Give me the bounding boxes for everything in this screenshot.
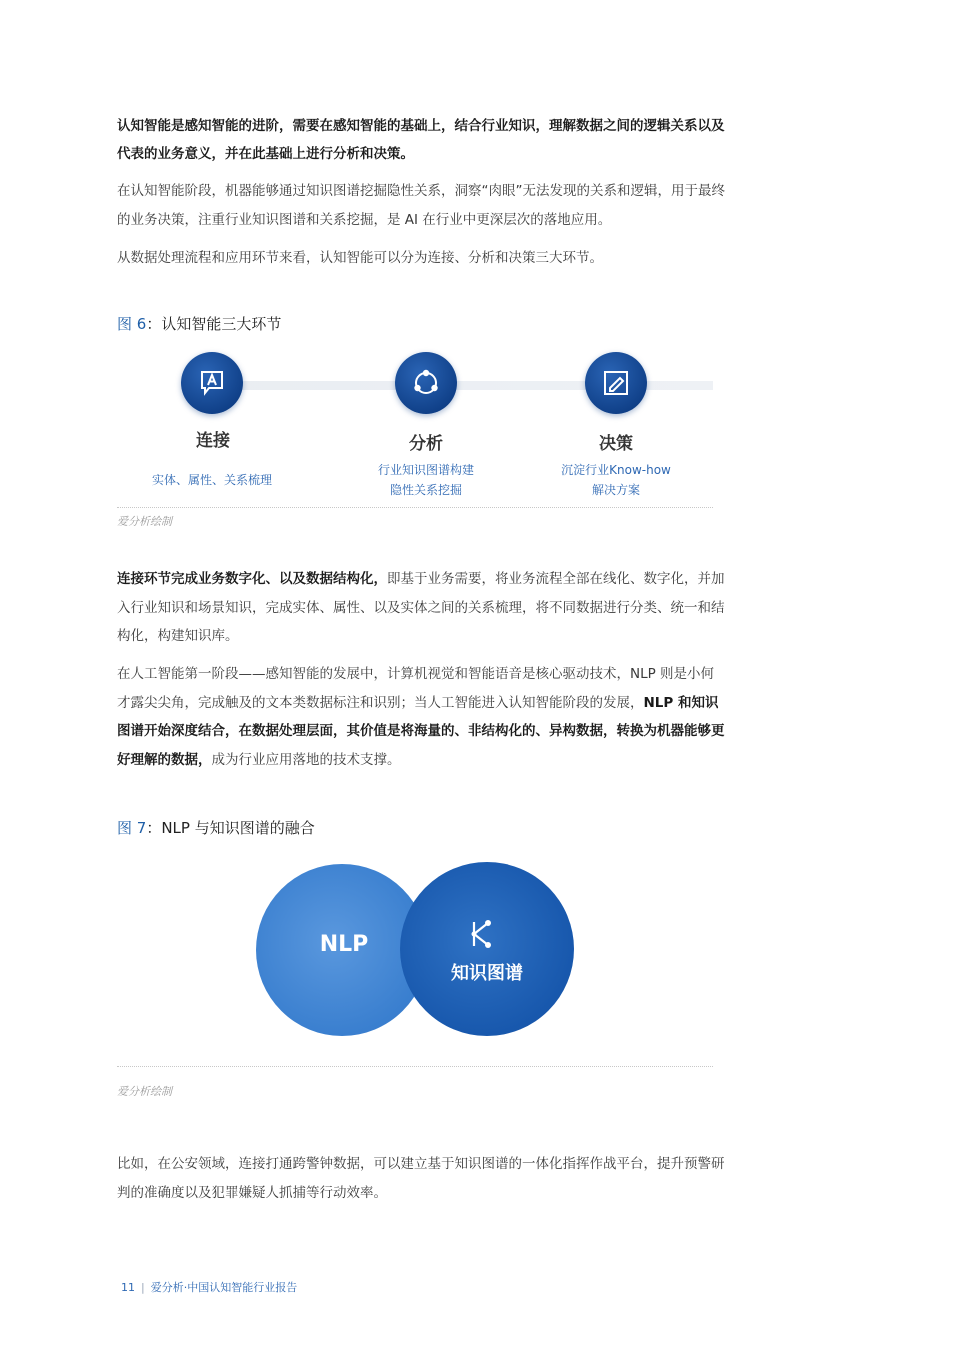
stage-name-analyze: 分析 bbox=[409, 434, 443, 454]
paragraph-three-stages: 从数据处理流程和应用环节来看，认知智能可以分为连接、分析和决策三大环节。 bbox=[117, 250, 603, 266]
cycle-nodes-icon bbox=[395, 352, 457, 414]
paragraph-connect-stage bbox=[117, 565, 727, 651]
footer-separator: | bbox=[141, 1281, 145, 1294]
figure7-number: 图 7 bbox=[117, 819, 147, 837]
venn-label-knowledge-graph: 知识图谱 bbox=[451, 963, 523, 984]
stage-name-decide: 决策 bbox=[599, 434, 633, 454]
graph-k-icon bbox=[468, 918, 496, 950]
page-number: 11 bbox=[121, 1281, 135, 1294]
figure6-caption: ：认知智能三大环节 bbox=[146, 315, 282, 333]
paragraph-nlp-rest: 成为行业应用落地的技术支撑。 bbox=[211, 751, 401, 768]
figure7-source: 爱分析绘制 bbox=[117, 1085, 172, 1098]
figure6-number: 图 6 bbox=[117, 315, 147, 333]
figure7-divider bbox=[117, 1066, 713, 1067]
document-a-icon bbox=[181, 352, 243, 414]
page-footer bbox=[121, 1279, 297, 1295]
figure7-title bbox=[117, 817, 315, 838]
lead-paragraph: 认知智能是感知智能的进阶，需要在感知智能的基础上，结合行业知识，理解数据之间的逻辑关系以及代表的业务意义，并在此基础上进行分析和决策。 bbox=[117, 118, 725, 162]
paragraph-nlp-kg bbox=[117, 660, 727, 774]
paragraph-nlp-part1: 在人工智能第一阶段——感知智能的发展中，计算机视觉和智能语音是核心驱动技术，NLP 则是小何才露尖尖角，完成触及的文本类数据标注和识别；当人工智能进入认知智能阶段的发展， bbox=[117, 666, 715, 711]
report-title: 爱分析·中国认知智能行业报告 bbox=[150, 1281, 298, 1294]
paragraph-nlp-bold: NLP 和知识图谱开始深度结合，在数据处理层面，其价值是将海量的、非结构化的、异构数据，转换为机器能够更好理解的数据， bbox=[117, 694, 725, 768]
figure6-divider bbox=[117, 507, 713, 508]
stage-desc-connect: 实体、属性、关系梳理 bbox=[151, 473, 272, 487]
figure7-caption: ：NLP 与知识图谱的融合 bbox=[146, 819, 315, 837]
paragraph-police-example: 比如，在公安领域，连接打通跨警钟数据，可以建立基于知识图谱的一体化指挥作战平台，提升预警研判的准确度以及犯罪嫌疑人抓捕等行动效率。 bbox=[117, 1156, 725, 1201]
paragraph-connect-rest: 即基于业务需要，将业务流程全部在线化、数字化，并加入行业知识和场景知识，完成实体、属性、以及实体之间的关系梳理，将不同数据进行分类、统一和结构化，构建知识库。 bbox=[117, 571, 725, 644]
edit-frame-icon bbox=[585, 352, 647, 414]
paragraph-connect-bold: 连接环节完成业务数字化、以及数据结构化， bbox=[117, 571, 387, 587]
stage-name-connect: 连接 bbox=[196, 431, 230, 451]
stage-desc-decide: 沉淀行业Know-how 解决方案 bbox=[561, 463, 671, 497]
figure6-title bbox=[117, 313, 281, 334]
figure6-source: 爱分析绘制 bbox=[117, 515, 172, 528]
paragraph-cognitive-stage: 在认知智能阶段，机器能够通过知识图谱挖掘隐性关系，洞察“肉眼”无法发现的关系和逻辑，用于最终的业务决策，注重行业知识图谱和关系挖掘，是 AI 在行业中更深层次的落地应用。 bbox=[117, 183, 725, 228]
stage-desc-analyze: 行业知识图谱构建 隐性关系挖掘 bbox=[377, 463, 474, 497]
venn-label-nlp: NLP bbox=[319, 932, 369, 957]
